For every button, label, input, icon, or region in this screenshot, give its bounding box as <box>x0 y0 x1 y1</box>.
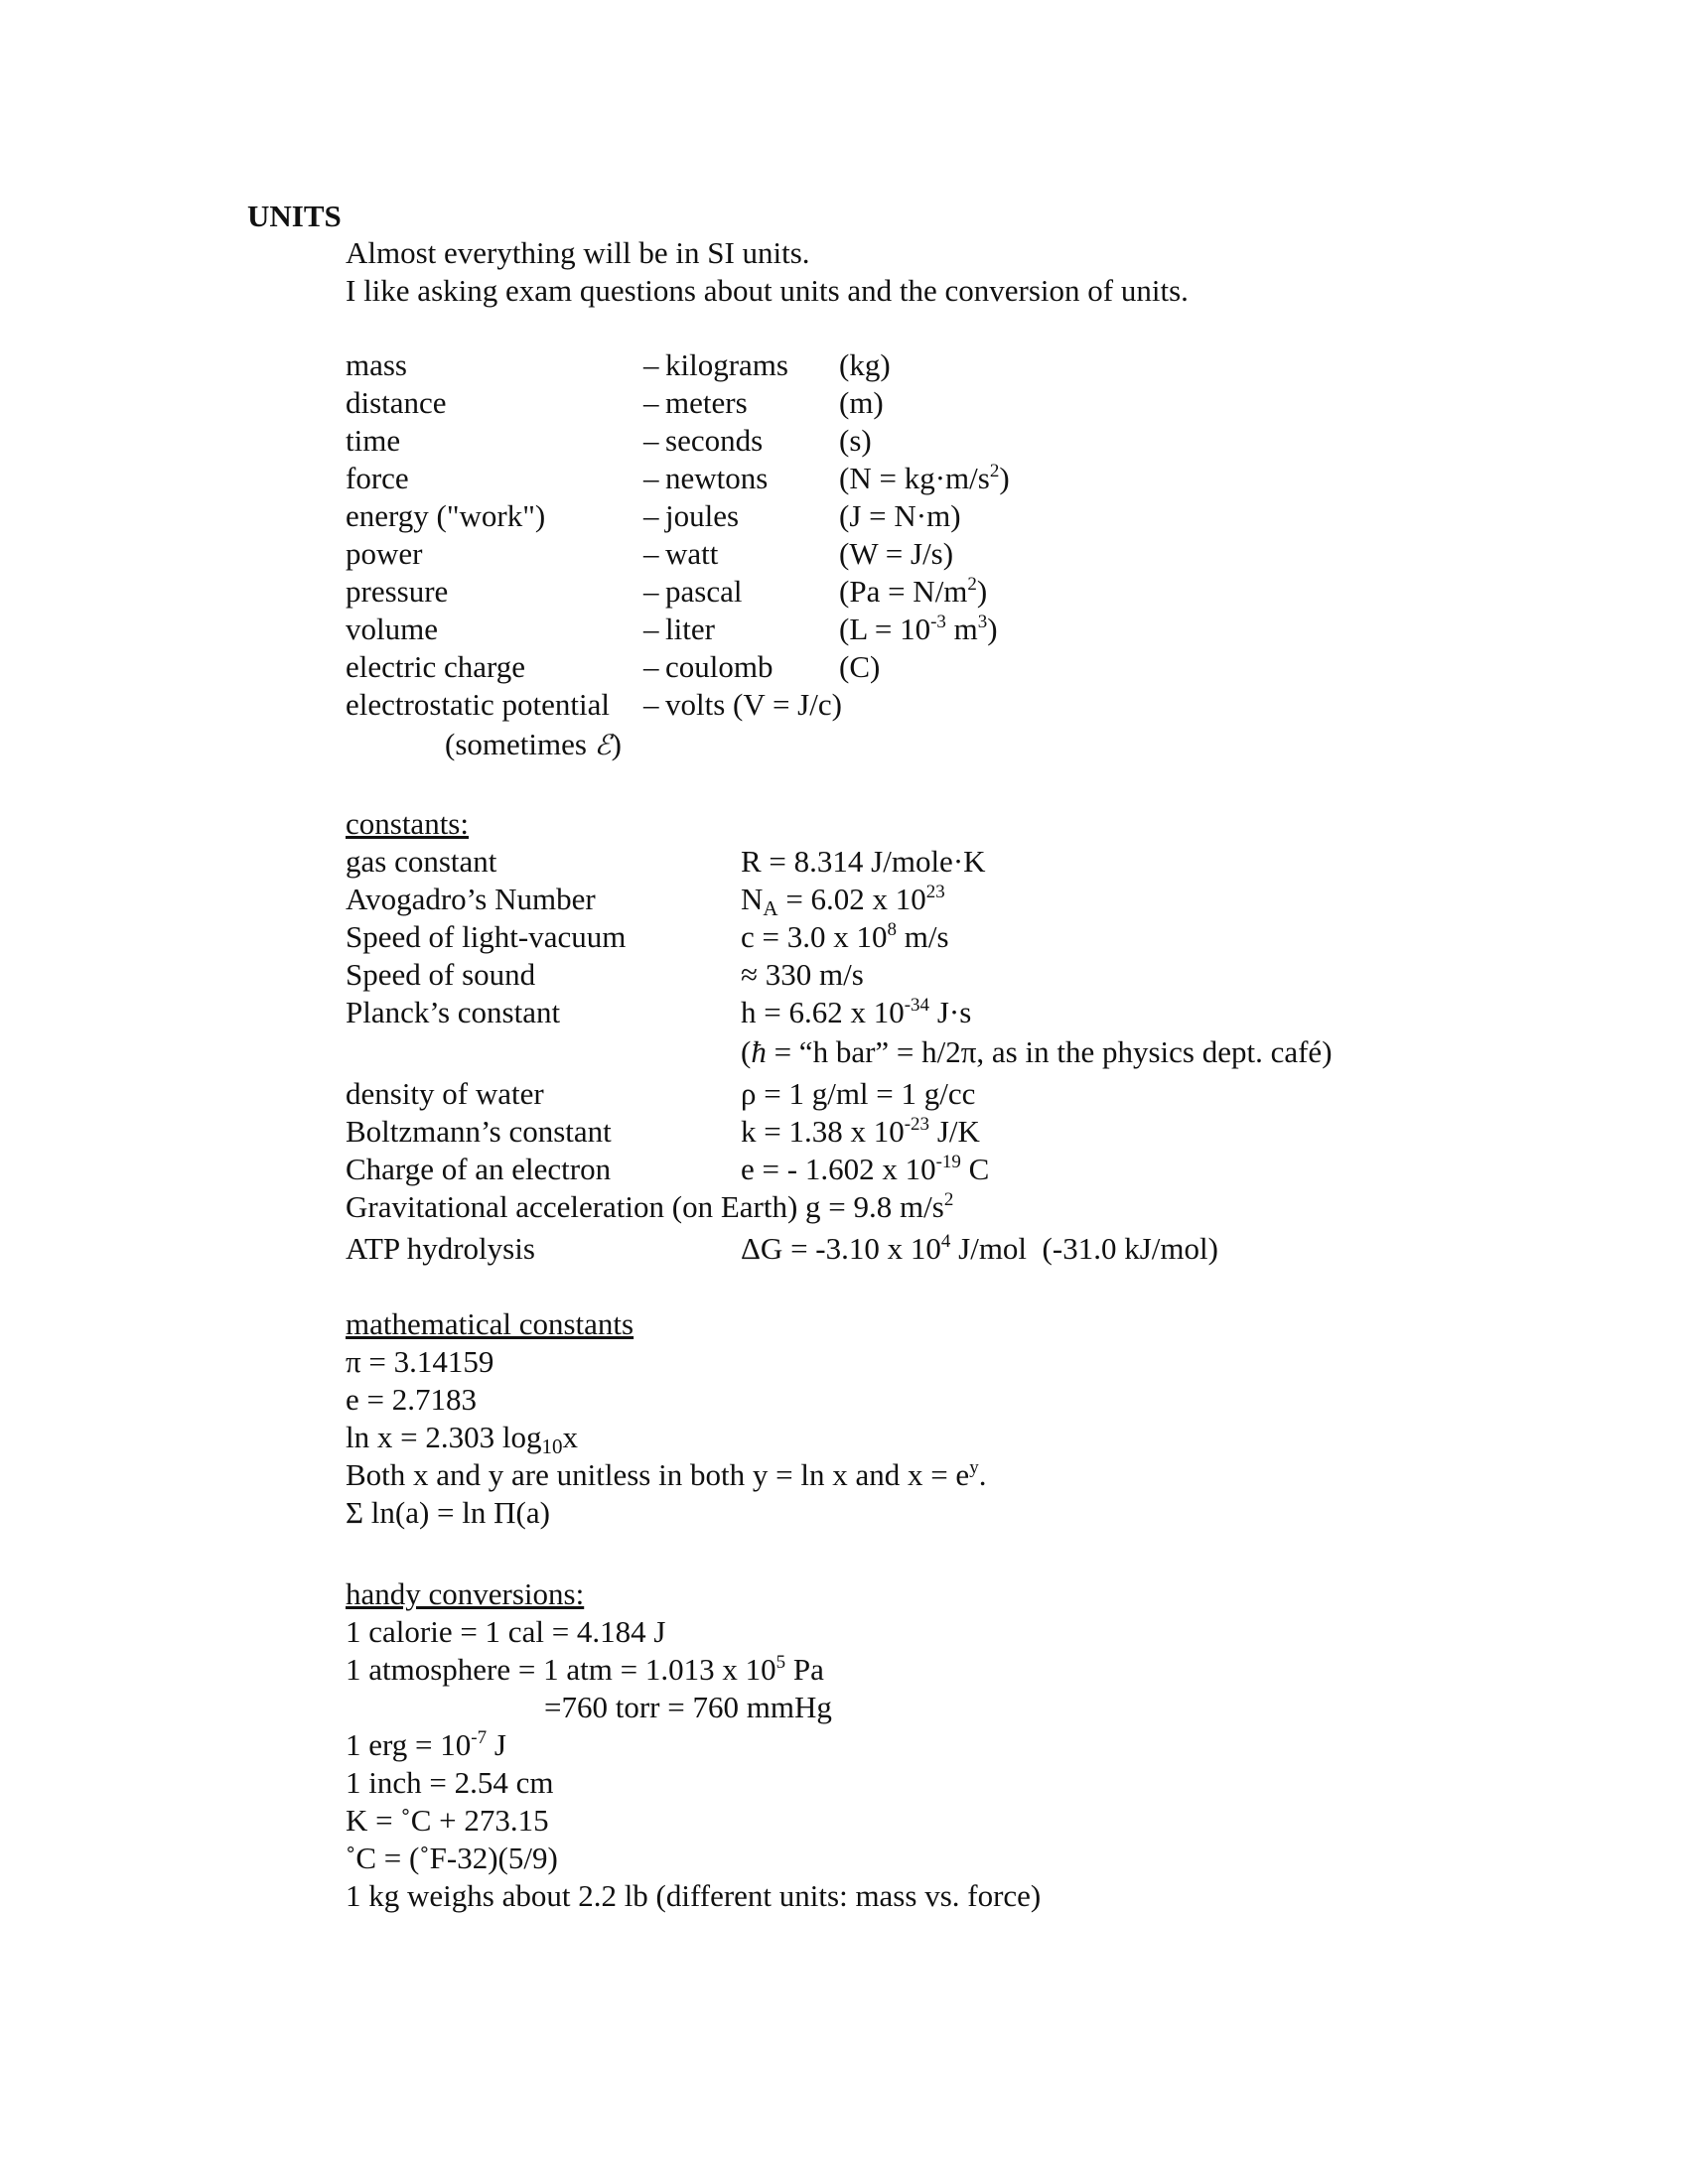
conversion-kelvin: K = ˚C + 273.15 <box>346 1803 549 1838</box>
conversion-torr: =760 torr = 760 mmHg <box>544 1690 832 1724</box>
intro-line: Almost everything will be in SI units. <box>346 235 810 270</box>
math-ln: ln x = 2.303 $\log_{10}x$ <box>346 1420 578 1458</box>
conversion-calorie: 1 calorie = 1 cal = 4.184 J <box>346 1614 666 1649</box>
math-pi: π = 3.14159 <box>346 1344 494 1379</box>
constant-value: R = 8.314 J/mole·K <box>741 844 986 879</box>
constant-row-gravity: Gravitational acceleration (on Earth) g = 9.8 $m/s^2$ <box>346 1189 954 1224</box>
unit-name: kilograms <box>665 347 788 382</box>
conversions-heading: handy conversions: <box>346 1576 585 1611</box>
math-sum: Σ ln(a) = ln Π(a) <box>346 1495 550 1530</box>
unit-name: meters <box>665 385 748 420</box>
math-unitless: Both x and y are unitless in both y = ln x and $x = e^y$. <box>346 1457 987 1492</box>
unit-quantity: volume <box>346 612 438 646</box>
constant-label: ATP hydrolysis <box>346 1231 535 1266</box>
constants-heading: constants: <box>346 806 469 841</box>
page-title: UNITS <box>247 199 342 233</box>
unit-symbol: (kg) <box>839 347 891 382</box>
constant-value: ρ = 1 g/ml = 1 g/cc <box>741 1076 976 1111</box>
unit-symbol: $(Pa = N/m^2)$ <box>839 574 988 609</box>
unit-dash: – <box>643 574 659 609</box>
intro-line: I like asking exam questions about units and the conversion of units. <box>346 273 1189 308</box>
unit-name: watt <box>665 536 719 571</box>
unit-dash: – <box>643 385 659 420</box>
unit-symbol: (J = N·m) <box>839 498 961 533</box>
unit-quantity: energy ("work") <box>346 498 546 533</box>
constant-label: Speed of light-vacuum <box>346 919 627 954</box>
unit-name: seconds <box>665 423 764 458</box>
unit-name: volts (V = J/c) <box>665 687 842 722</box>
unit-dash: – <box>643 612 659 646</box>
unit-name: liter <box>665 612 715 646</box>
constant-label: density of water <box>346 1076 544 1111</box>
unit-name: newtons <box>665 461 769 495</box>
script-e-symbol: ℰ <box>594 729 612 761</box>
math-heading: mathematical constants <box>346 1306 634 1341</box>
unit-quantity: time <box>346 423 401 458</box>
intro-text <box>346 234 1189 310</box>
unit-symbol: (m) <box>839 385 884 420</box>
unit-symbol: (W = J/s) <box>839 536 954 571</box>
constant-label: Boltzmann’s constant <box>346 1114 612 1149</box>
unit-quantity: electric charge <box>346 649 525 684</box>
unit-name: coulomb <box>665 649 774 684</box>
unit-symbol: (s) <box>839 423 872 458</box>
constant-value: c = 3.0 x $10^8$ m/s <box>741 919 949 954</box>
unit-quantity: force <box>346 461 409 495</box>
unit-symbol: $(N = kg\cdot m/s^2)$ <box>839 461 1010 495</box>
constant-label: Avogadro’s Number <box>346 882 596 916</box>
unit-quantity: mass <box>346 347 407 382</box>
constant-value: k = 1.38 x $10^{-23}$ J/K <box>741 1114 980 1149</box>
constant-label: Speed of sound <box>346 957 536 992</box>
unit-quantity: pressure <box>346 574 449 609</box>
math-e: e = 2.7183 <box>346 1382 477 1417</box>
conversion-celsius: ˚C = (˚F-32)(5/9) <box>346 1841 558 1875</box>
unit-dash: – <box>643 649 659 684</box>
unit-dash: – <box>643 536 659 571</box>
hbar-note: (ħ = “h bar” = h/2π, as in the physics dept. café) <box>741 1034 1333 1069</box>
constant-value: ≈ 330 m/s <box>741 957 864 992</box>
unit-dash: – <box>643 498 659 533</box>
unit-dash: – <box>643 347 659 382</box>
constant-value: ΔG = -3.10 x $10^4$ J/mol (-31.0 kJ/mol) <box>741 1231 1218 1266</box>
unit-symbol: ($L = 10^{-3}$ $m^3$) <box>839 612 998 646</box>
unit-quantity: distance <box>346 385 447 420</box>
constant-label: Charge of an electron <box>346 1152 612 1186</box>
unit-name: pascal <box>665 574 743 609</box>
unit-name: joules <box>665 498 740 533</box>
unit-dash: – <box>643 687 659 722</box>
conversion-inch: 1 inch = 2.54 cm <box>346 1765 554 1800</box>
unit-symbol: (C) <box>839 649 881 684</box>
hbar-symbol: ħ <box>751 1034 767 1069</box>
unit-quantity: electrostatic potential <box>346 687 610 722</box>
conversion-atm: 1 atmosphere = 1 atm = 1.013 x $10^5$ Pa <box>346 1652 824 1687</box>
constant-value: h = 6.62 x $10^{-34}$ J·s <box>741 995 972 1029</box>
unit-dash: – <box>643 461 659 495</box>
constant-label: Planck’s constant <box>346 995 561 1029</box>
unit-quantity: power <box>346 536 423 571</box>
constant-value: e = - 1.602 x $10^{-19}$ C <box>741 1152 990 1186</box>
constant-label: gas constant <box>346 844 497 879</box>
unit-dash: – <box>643 423 659 458</box>
constant-value: $N_A = 6.02$ x $10^{23}$ <box>741 882 945 920</box>
sometimes-note: (sometimes ℰ) <box>445 727 622 761</box>
conversion-erg: 1 erg = $10^{-7}$ J <box>346 1727 506 1762</box>
conversion-kg: 1 kg weighs about 2.2 lb (different units: mass vs. force) <box>346 1878 1042 1913</box>
